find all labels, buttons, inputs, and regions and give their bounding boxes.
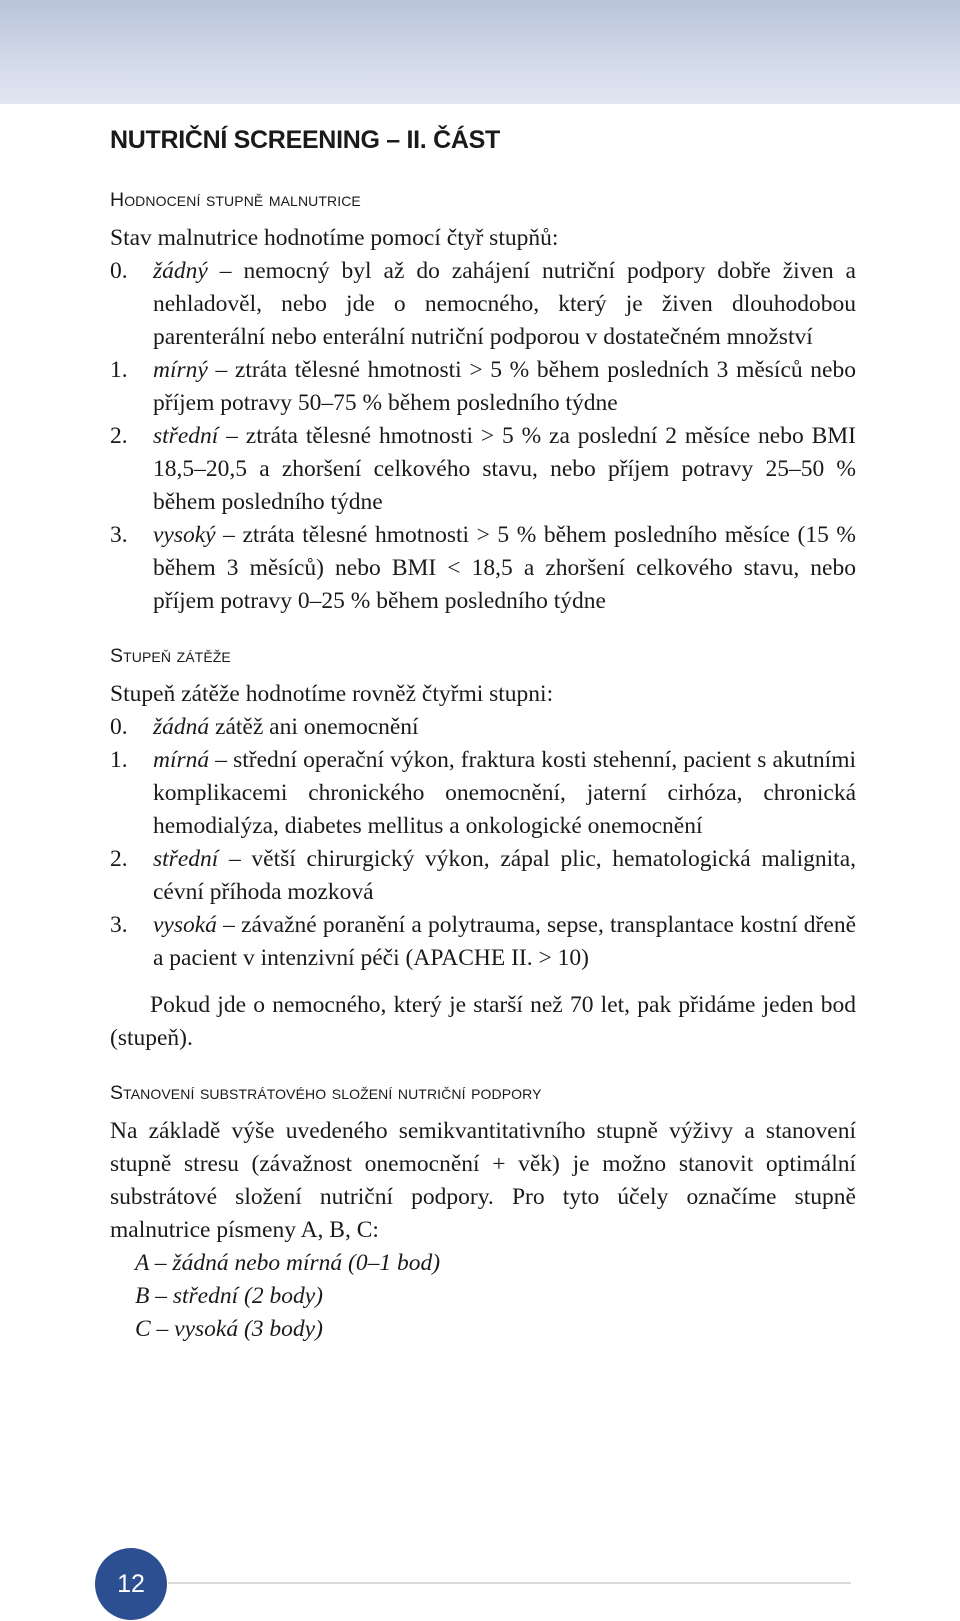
list-item: C – vysoká (3 body) — [135, 1316, 323, 1342]
grades-list — [110, 1247, 856, 1346]
stress-levels-list — [110, 711, 856, 975]
item-text: – ztráta tělesné hmotnosti > 5 % za poslední 2 měsíce nebo BMI 18,5–20,5 a zhoršení celkového stavu, nebo příjem potravy 25–50 % během posledního týdne — [153, 423, 856, 515]
substrate-paragraph: Na základě výše uvedeného semikvantitativního stupně výživy a stanovení stupně stresu (závažnost onemocnění + věk) je možno stanovit optimální substrátové složení nutriční podpory. Pro tyto účely označíme stupně malnutrice písmeny A, B, C: — [110, 1118, 856, 1243]
stress-lead: Stupeň zátěže hodnotíme rovněž čtyřmi stupni: — [110, 681, 554, 707]
footer-divider — [168, 1582, 851, 1584]
page-number: 12 — [117, 1569, 145, 1598]
item-number: 0. — [110, 714, 128, 740]
item-text: – ztráta tělesné hmotnosti > 5 % během posledních 3 měsíců nebo příjem potravy 50–75 % během posledního týdne — [153, 357, 856, 416]
page-content — [110, 124, 856, 1346]
list-item — [110, 354, 856, 420]
list-item — [110, 420, 856, 519]
malnutrition-levels-list — [110, 255, 856, 618]
item-term: žádná — [153, 714, 210, 740]
list-item — [110, 519, 856, 618]
page-title: NUTRIČNÍ SCREENING – II. ČÁST — [110, 126, 500, 154]
item-text: – ztráta tělesné hmotnosti > 5 % během posledního měsíce (15 % během 3 měsíců) nebo BMI < 18,5 a zhoršení celkového stavu, nebo příjem potravy 0–25 % během posledního týdne — [153, 522, 856, 614]
item-text: – nemocný byl až do zahájení nutriční podpory dobře živen a nehladověl, nebo jde o nemocného, který je živen dlouhodobou parenterální nebo enterální nutriční podporou v dostatečném množství — [153, 258, 856, 350]
list-item — [110, 255, 856, 354]
header-band — [0, 0, 960, 104]
item-term: vysoká — [153, 912, 217, 938]
list-item: A – žádná nebo mírná (0–1 bod) — [135, 1250, 441, 1276]
item-number: 0. — [110, 258, 128, 284]
item-term: žádný — [153, 258, 208, 284]
list-item — [110, 843, 856, 909]
malnutrition-lead: Stav malnutrice hodnotíme pomocí čtyř stupňů: — [110, 225, 559, 251]
item-number: 3. — [110, 912, 128, 938]
item-term: mírná — [153, 747, 210, 773]
heading-initial: H — [110, 189, 125, 211]
item-number: 1. — [110, 357, 128, 383]
item-text: – střední operační výkon, fraktura kosti stehenní, pacient s akutními komplikacemi chronického onemocnění, jaterní cirhóza, chronická hemodialýza, diabetes mellitus a onkologické onemocnění — [153, 747, 856, 839]
item-term: vysoký — [153, 522, 216, 548]
list-item — [110, 744, 856, 843]
heading-initial: S — [110, 645, 124, 667]
item-number: 2. — [110, 423, 128, 449]
item-number: 3. — [110, 522, 128, 548]
list-item — [110, 909, 856, 975]
item-number: 2. — [110, 846, 128, 872]
item-number: 1. — [110, 747, 128, 773]
item-text: – větší chirurgický výkon, zápal plic, hematologická malignita, cévní příhoda mozková — [153, 846, 856, 905]
heading-rest: tupeň zátěže — [123, 645, 231, 667]
heading-rest: odnocení stupně malnutrice — [124, 189, 361, 211]
item-text: – závažné poranění a polytrauma, sepse, transplantace kostní dřeně a pacient v intenzivní péči (APACHE II. > 10) — [153, 912, 856, 971]
heading-rest: tanovení substrátového složení nutriční podpory — [123, 1082, 542, 1104]
heading-initial: S — [110, 1082, 124, 1104]
item-term: mírný — [153, 357, 208, 383]
section-heading-malnutrition — [110, 188, 856, 212]
item-text: zátěž ani onemocnění — [209, 714, 419, 740]
list-item: B – střední (2 body) — [135, 1283, 323, 1309]
age-note: Pokud jde o nemocného, který je starší než 70 let, pak přidáme jeden bod (stupeň). — [110, 992, 856, 1051]
item-term: střední — [153, 423, 219, 449]
list-item — [110, 711, 856, 744]
section-heading-substrate — [110, 1081, 856, 1105]
item-term: střední — [153, 846, 219, 872]
page-number-badge — [95, 1548, 167, 1620]
section-heading-stress — [110, 644, 856, 668]
